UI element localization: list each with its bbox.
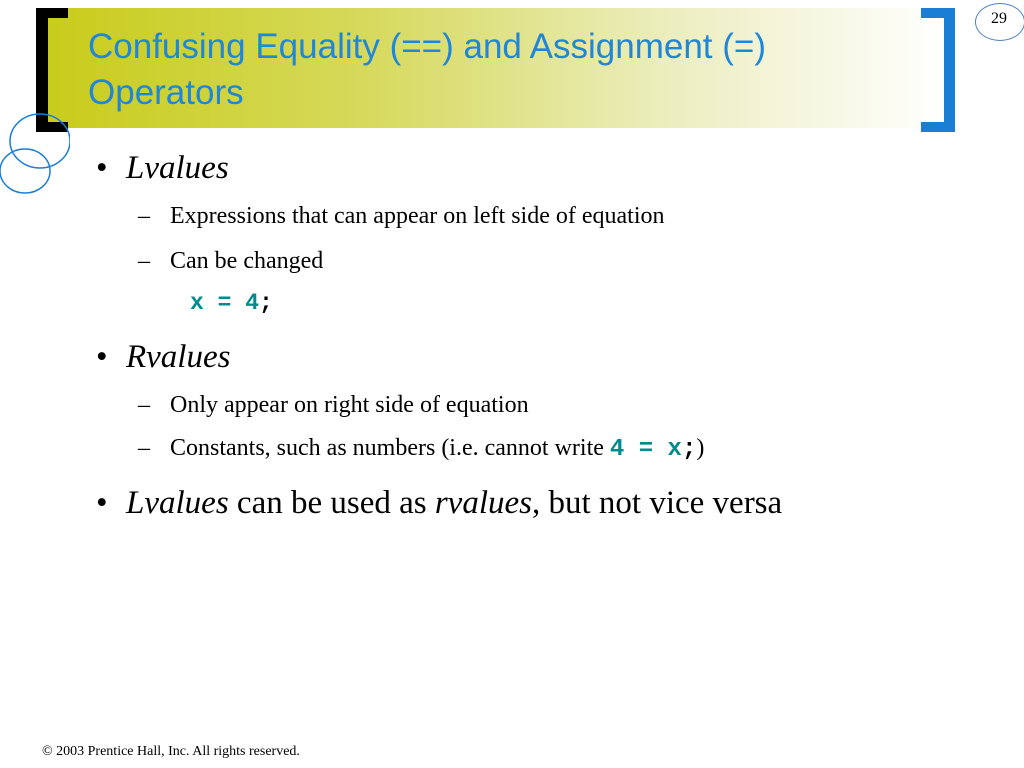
right-bracket-icon — [944, 8, 955, 132]
bullet-lvalues-label: Lvalues — [126, 150, 229, 186]
sub-bullet-text-suffix: ) — [696, 435, 705, 461]
bullet-text-lvalues: Lvalues — [126, 485, 229, 521]
code-invalid-assignment: 4 = x — [609, 436, 682, 463]
sub-bullet-text: Can be changed — [170, 248, 324, 274]
code-assignment: x = 4 — [190, 290, 260, 316]
left-bracket-top — [36, 8, 68, 18]
dash-marker: – — [138, 203, 150, 229]
sub-bullet-text: Only appear on right side of equation — [170, 392, 529, 418]
slide-title — [88, 24, 908, 116]
sub-bullet-text-prefix: Constants, such as numbers (i.e. cannot write — [170, 435, 610, 461]
bullet-text-rvalues: rvalues — [434, 485, 532, 521]
code-semicolon: ; — [681, 436, 697, 463]
bullet-marker: • — [96, 485, 108, 521]
bullet-text-end: , but not vice versa — [532, 485, 783, 521]
right-bracket-top — [921, 8, 955, 18]
slide-title-line-2: Operators — [88, 73, 244, 112]
decorative-circles-icon — [0, 100, 70, 200]
dash-marker: – — [138, 435, 150, 461]
bullet-marker: • — [96, 339, 108, 375]
slide-title-line-1: Confusing Equality (==) and Assignment (=) — [88, 27, 767, 66]
copyright-footer: © 2003 Prentice Hall, Inc. All rights reserved. — [42, 744, 300, 759]
bullet-text-middle: can be used as — [228, 485, 435, 521]
dash-marker: – — [138, 248, 150, 274]
dash-marker: – — [138, 392, 150, 418]
page-number: 29 — [991, 10, 1007, 27]
code-semicolon: ; — [259, 290, 273, 316]
code-example-lvalue — [190, 289, 273, 316]
right-bracket-bottom — [921, 122, 955, 132]
bullet-marker: • — [96, 150, 108, 186]
sub-bullet-text: Expressions that can appear on left side of equation — [170, 203, 665, 229]
bullet-rvalues-label: Rvalues — [126, 339, 231, 375]
